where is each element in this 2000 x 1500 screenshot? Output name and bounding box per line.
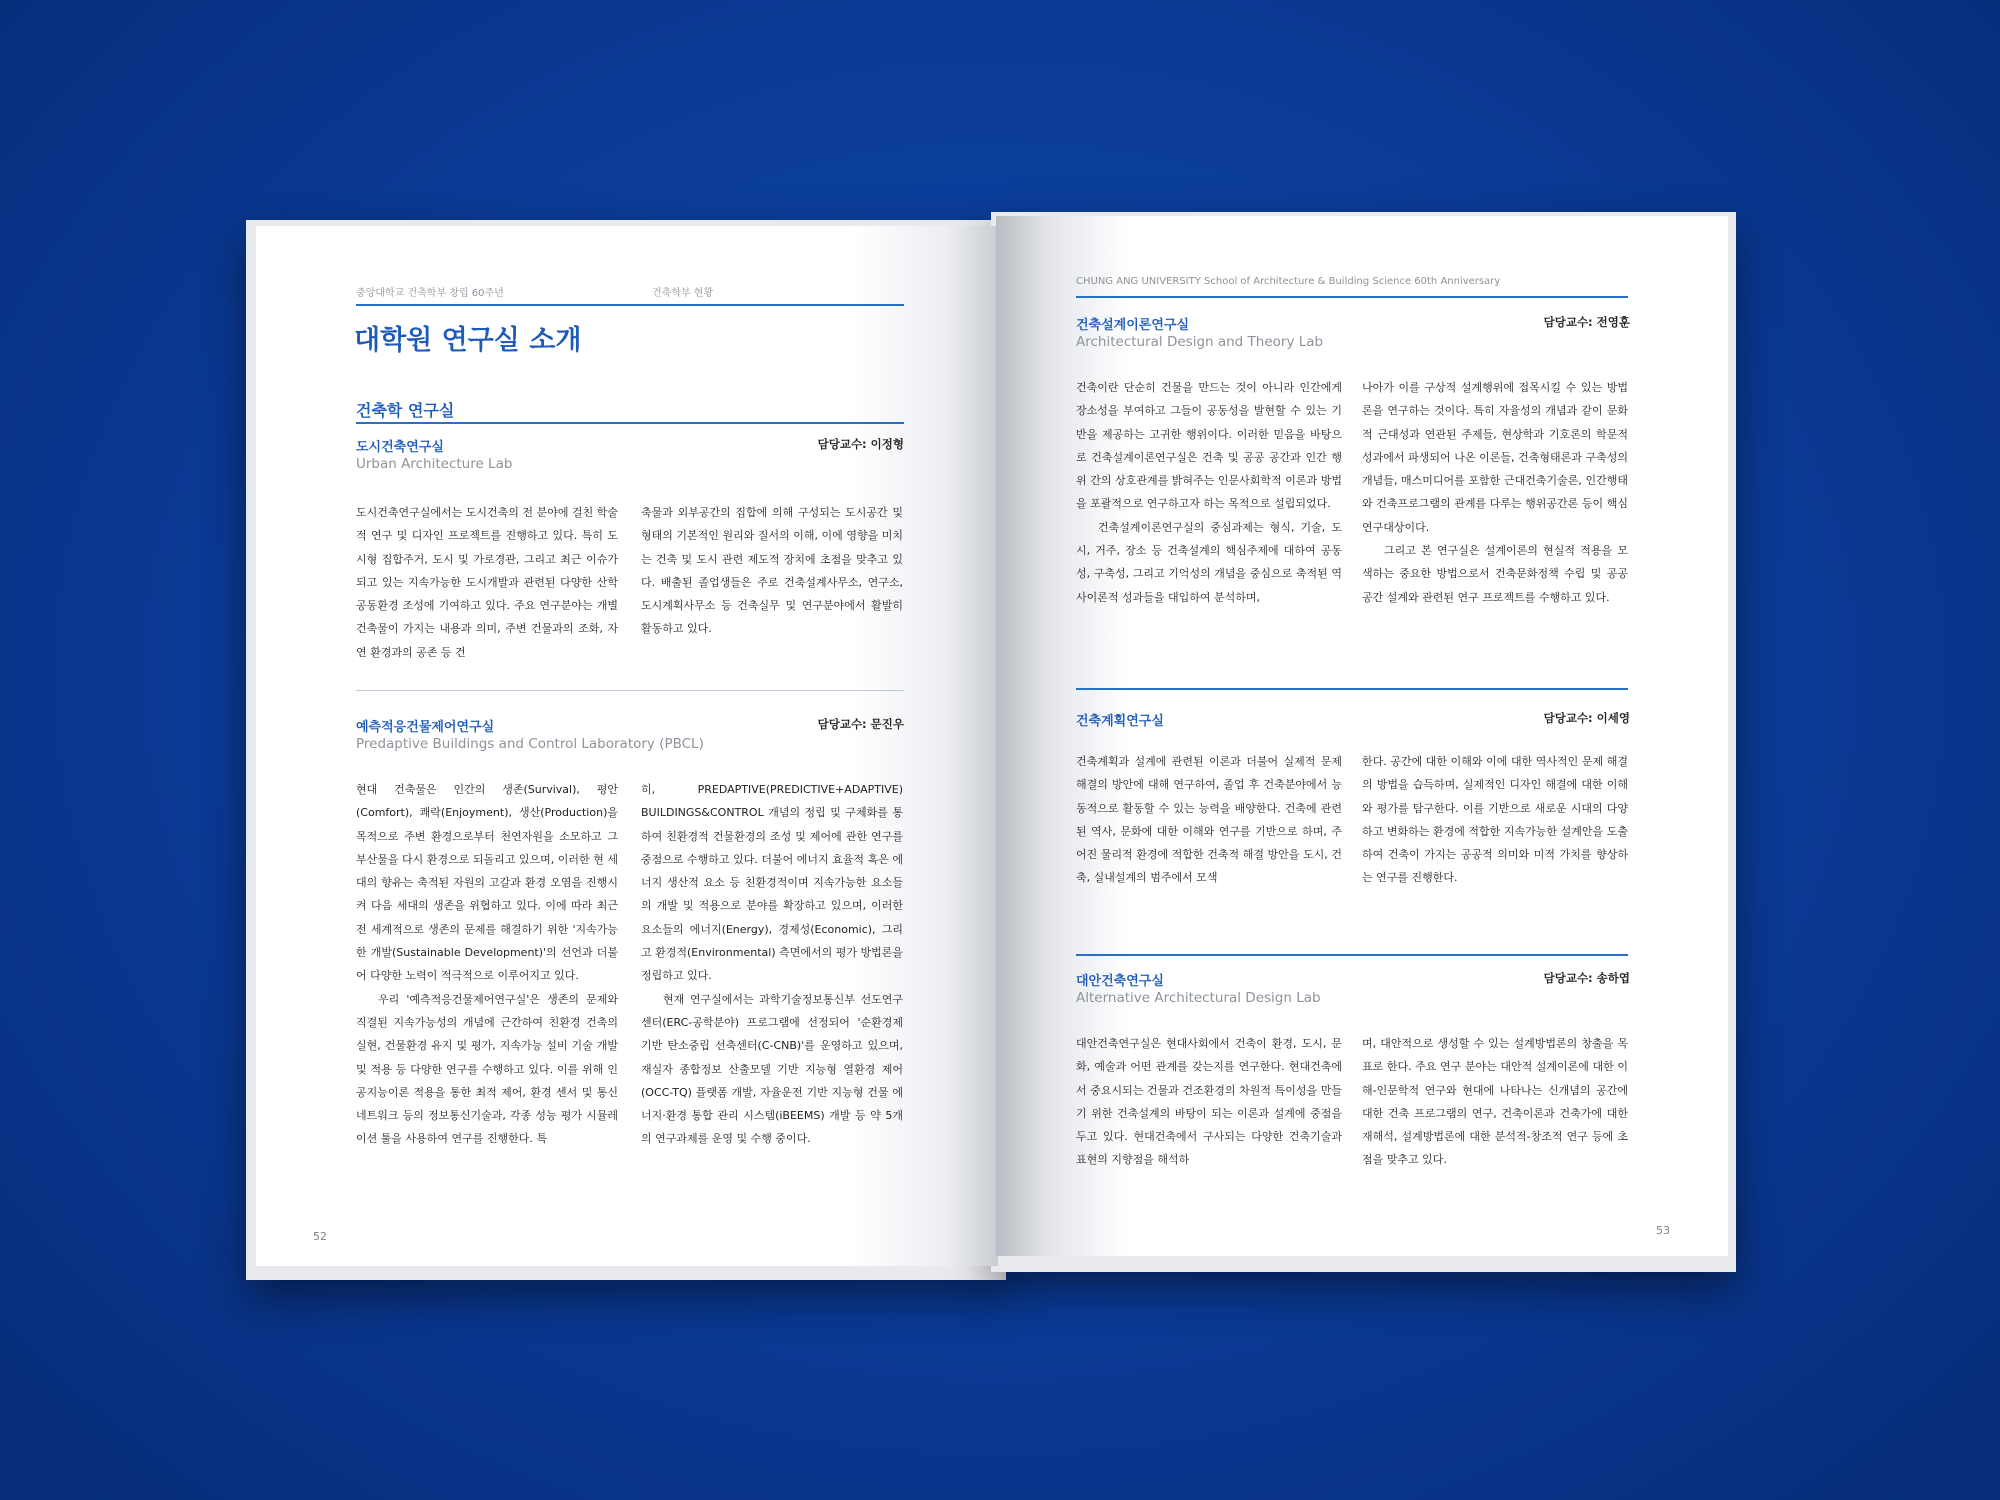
paragraph: 한다. 공간에 대한 이해와 이에 대한 역사적인 문제 해결의 방법을 습득하며, 실제적인 디자인 해결에 대한 이해와 평가를 탐구한다. 이를 기반으로 새로운 시대의 다양하고 변화하는 환경에 적합한 지속가능한 설계안을 도출하여 건축이 가지는 공공적 의미와 미적 가치를 향상하는 연구를 진행한다.	[1362, 755, 1628, 885]
header-rule	[1076, 296, 1628, 298]
running-head-section: 건축학부 현황	[652, 288, 714, 299]
lab-rule	[1076, 688, 1628, 690]
lab-text-col1	[1076, 1032, 1342, 1172]
paragraph: 나아가 이를 구상적 설계행위에 접목시킬 수 있는 방법론을 연구하는 것이다. 특히 자율성의 개념과 같이 문화적 근대성과 연관된 주제들, 현상학과 기호론의 학문적 성과에서 파생되어 나온 이론들, 건축형태론과 구축성의 개념들, 매스미디어를 포함한 근대건축기술론, 인간행태와 건축프로그램의 관계를 다루는 행위공간론 등이 핵심연구대상이다.	[1362, 381, 1628, 534]
lab-title-ko: 건축계획연구실	[1076, 714, 1164, 729]
paragraph: 건축설계이론연구실의 중심과제는 형식, 기술, 도시, 거주, 장소 등 건축설계의 핵심주제에 대하여 공동성, 구축성, 그리고 기억성의 개념을 중심으로 축적된 역사이론적 성과들을 대입하여 분석하며,	[1076, 520, 1342, 604]
lab-text-col1	[1076, 376, 1342, 609]
paragraph: 현대 건축물은 인간의 생존(Survival), 평안(Comfort), 쾌락(Enjoyment), 생산(Production)을 목적으로 주변 환경으로부터 천연자원을 소모하고 그 부산물을 다시 환경으로 되돌리고 있으며, 이러한 현 세대의 향유는 축적된 자원의 고갈과 환경 오염을 진행시켜 다음 세대의 생존을 위협하고 있다. 이에 따라 최근 전 세계적으로 생존의 문제를 해결하기 위한 '지속가능한 개발(Sustainable Development)'의 선언과 더불어 다양한 노력이 적극적으로 이루어지고 있다.	[356, 783, 618, 983]
lab-title-ko: 도시건축연구실	[356, 440, 444, 455]
lab-professor: 담당교수: 이세영	[1543, 711, 1630, 725]
running-head-left: 중앙대학교 건축학부 창립 60주년	[356, 288, 504, 299]
lab-text-col2	[641, 778, 903, 1151]
page-number: 52	[313, 1230, 327, 1243]
paragraph: 도시건축연구실에서는 도시건축의 전 분야에 걸친 학술적 연구 및 디자인 프로젝트를 진행하고 있다. 특히 도시형 집합주거, 도시 및 가로경관, 그리고 최근 이슈가 되고 있는 지속가능한 도시개발과 관련된 다양한 산학 공동환경 조성에 기여하고 있다. 주요 연구분야는 개별 건축물이 가지는 내용과 의미, 주변 건물과의 조화, 자연 환경과의 공존 등 건	[356, 506, 618, 659]
right-page	[996, 216, 1728, 1256]
lab-title-en: Architectural Design and Theory Lab	[1076, 334, 1324, 350]
lab-title-en: Predaptive Buildings and Control Laboratory (PBCL)	[356, 736, 704, 752]
lab-text-col2	[1362, 376, 1628, 609]
paragraph: 건축이란 단순히 건물을 만드는 것이 아니라 인간에게 장소성을 부여하고 그들이 공동성을 발현할 수 있는 기반을 제공하는 고귀한 행위이다. 이러한 믿음을 바탕으로 건축설계이론연구실은 건축 및 공공 공간과 인간 행위 간의 상호관계를 밝혀주는 인문사회학적 이론과 방법을 포괄적으로 연구하고자 하는 목적으로 설립되었다.	[1076, 381, 1342, 511]
page-title: 대학원 연구실 소개	[354, 325, 582, 356]
paragraph: 우리 '예측적응건물제어연구실'은 생존의 문제와 직결된 지속가능성의 개념에 근간하여 친환경 건축의 실현, 건물환경 유지 및 평가, 지속가능 설비 기술 개발 및 적용 등 다양한 연구를 수행하고 있다. 이를 위해 인공지능이론 적용을 통한 최적 제어, 환경 센서 및 통신네트워크 등의 정보통신기술과, 각종 성능 평가 시뮬레이션 툴을 사용하여 연구를 진행한다. 특	[356, 992, 618, 1146]
lab-title-en: Alternative Architectural Design Lab	[1076, 990, 1321, 1006]
lab-title-ko: 건축설계이론연구실	[1076, 318, 1190, 333]
running-head: CHUNG ANG UNIVERSITY School of Architecture & Building Science 60th Anniversary	[1076, 276, 1501, 287]
paragraph: 히, PREDAPTIVE(PREDICTIVE+ADAPTIVE) BUILDINGS&CONTROL 개념의 정립 및 구체화를 통하여 친환경적 건물환경의 조성 및 제어에 관한 연구를 중점으로 수행하고 있다. 더불어 에너지 효율적 혹은 에너지 생산적 요소 등 친환경적이며 지속가능한 요소들의 개발 및 적용으로 분야를 확장하고 있으며, 이러한 요소들의 에너지(Energy), 경제성(Economic), 그리고 환경적(Environmental) 측면에서의 평가 방법론을 정립하고 있다.	[641, 783, 903, 983]
lab-professor: 담당교수: 전영훈	[1543, 315, 1630, 329]
lab-title-ko: 대안건축연구실	[1076, 974, 1164, 989]
divider	[356, 690, 904, 691]
lab-professor: 담당교수: 문진우	[817, 717, 904, 731]
page-number: 53	[1656, 1224, 1670, 1237]
lab-rule	[1076, 954, 1628, 956]
lab-text-col1	[356, 501, 618, 664]
lab-text-col2	[1362, 1032, 1628, 1172]
paragraph: 며, 대안적으로 생성할 수 있는 설계방법론의 창출을 목표로 한다. 주요 연구 분야는 대안적 설계이론에 대한 이해-인문학적 연구와 현대에 나타나는 신개념의 공간에 대한 건축 프로그램의 연구, 건축이론과 건축가에 대한 재해석, 설계방법론에 대한 분석적-창조적 연구 등에 초점을 맞추고 있다.	[1362, 1037, 1628, 1167]
open-brochure	[246, 212, 1736, 1282]
section-rule	[356, 422, 904, 424]
lab-title-ko: 예측적응건물제어연구실	[356, 720, 495, 735]
header-rule	[356, 304, 904, 306]
lab-professor: 담당교수: 송하엽	[1543, 971, 1630, 985]
section-title: 건축학 연구실	[356, 401, 455, 420]
lab-text-col1	[1076, 750, 1342, 890]
paragraph: 현재 연구실에서는 과학기술정보통신부 선도연구센터(ERC-공학분야) 프로그램에 선정되어 '순환경제 기반 탄소중립 선축센터(C-CNB)'를 운영하고 있으며, 재실자 종합정보 산출모델 기반 지능형 열환경 제어(OCC-TQ) 플랫폼 개발, 자율운전 기반 지능형 건물 에너지·환경 통합 관리 시스템(iBEEMS) 개발 등 약 5개의 연구과제를 운영 및 수행 중이다.	[641, 992, 903, 1146]
paragraph: 대안건축연구실은 현대사회에서 건축이 환경, 도시, 문화, 예술과 어떤 관계를 갖는지를 연구한다. 현대건축에서 중요시되는 건물과 건조환경의 차원적 특이성을 만들기 위한 건축설계의 바탕이 되는 이론과 설계에 중점을 두고 있다. 현대건축에서 구사되는 다양한 건축기술과 표현의 지향점을 해석하	[1076, 1037, 1342, 1167]
lab-text-col2	[641, 501, 903, 641]
left-page	[256, 226, 998, 1266]
paragraph: 건축계획과 설계에 관련된 이론과 더불어 실제적 문제 해결의 방안에 대해 연구하여, 졸업 후 건축분야에서 능동적으로 활동할 수 있는 능력을 배양한다. 건축에 관련된 역사, 문화에 대한 이해와 연구를 기반으로 하며, 주어진 물리적 환경에 적합한 건축적 해결 방안을 도시, 건축, 실내설계의 범주에서 모색	[1076, 755, 1342, 885]
lab-title-en: Urban Architecture Lab	[356, 456, 513, 472]
lab-text-col2	[1362, 750, 1628, 890]
paragraph: 그리고 본 연구실은 설계이론의 현실적 적용을 모색하는 중요한 방법으로서 건축문화정책 수립 및 공공 공간 설계와 관련된 연구 프로젝트를 수행하고 있다.	[1362, 544, 1628, 604]
paragraph: 축물과 외부공간의 집합에 의해 구성되는 도시공간 및 형태의 기본적인 원리와 질서의 이해, 이에 영향을 미치는 건축 및 도시 관련 제도적 장치에 초점을 맞추고 있다. 배출된 졸업생들은 주로 건축설계사무소, 연구소, 도시계획사무소 등 건축실무 및 연구분야에서 활발히 활동하고 있다.	[641, 506, 903, 636]
lab-professor: 담당교수: 이정형	[817, 437, 904, 451]
lab-text-col1	[356, 778, 618, 1151]
